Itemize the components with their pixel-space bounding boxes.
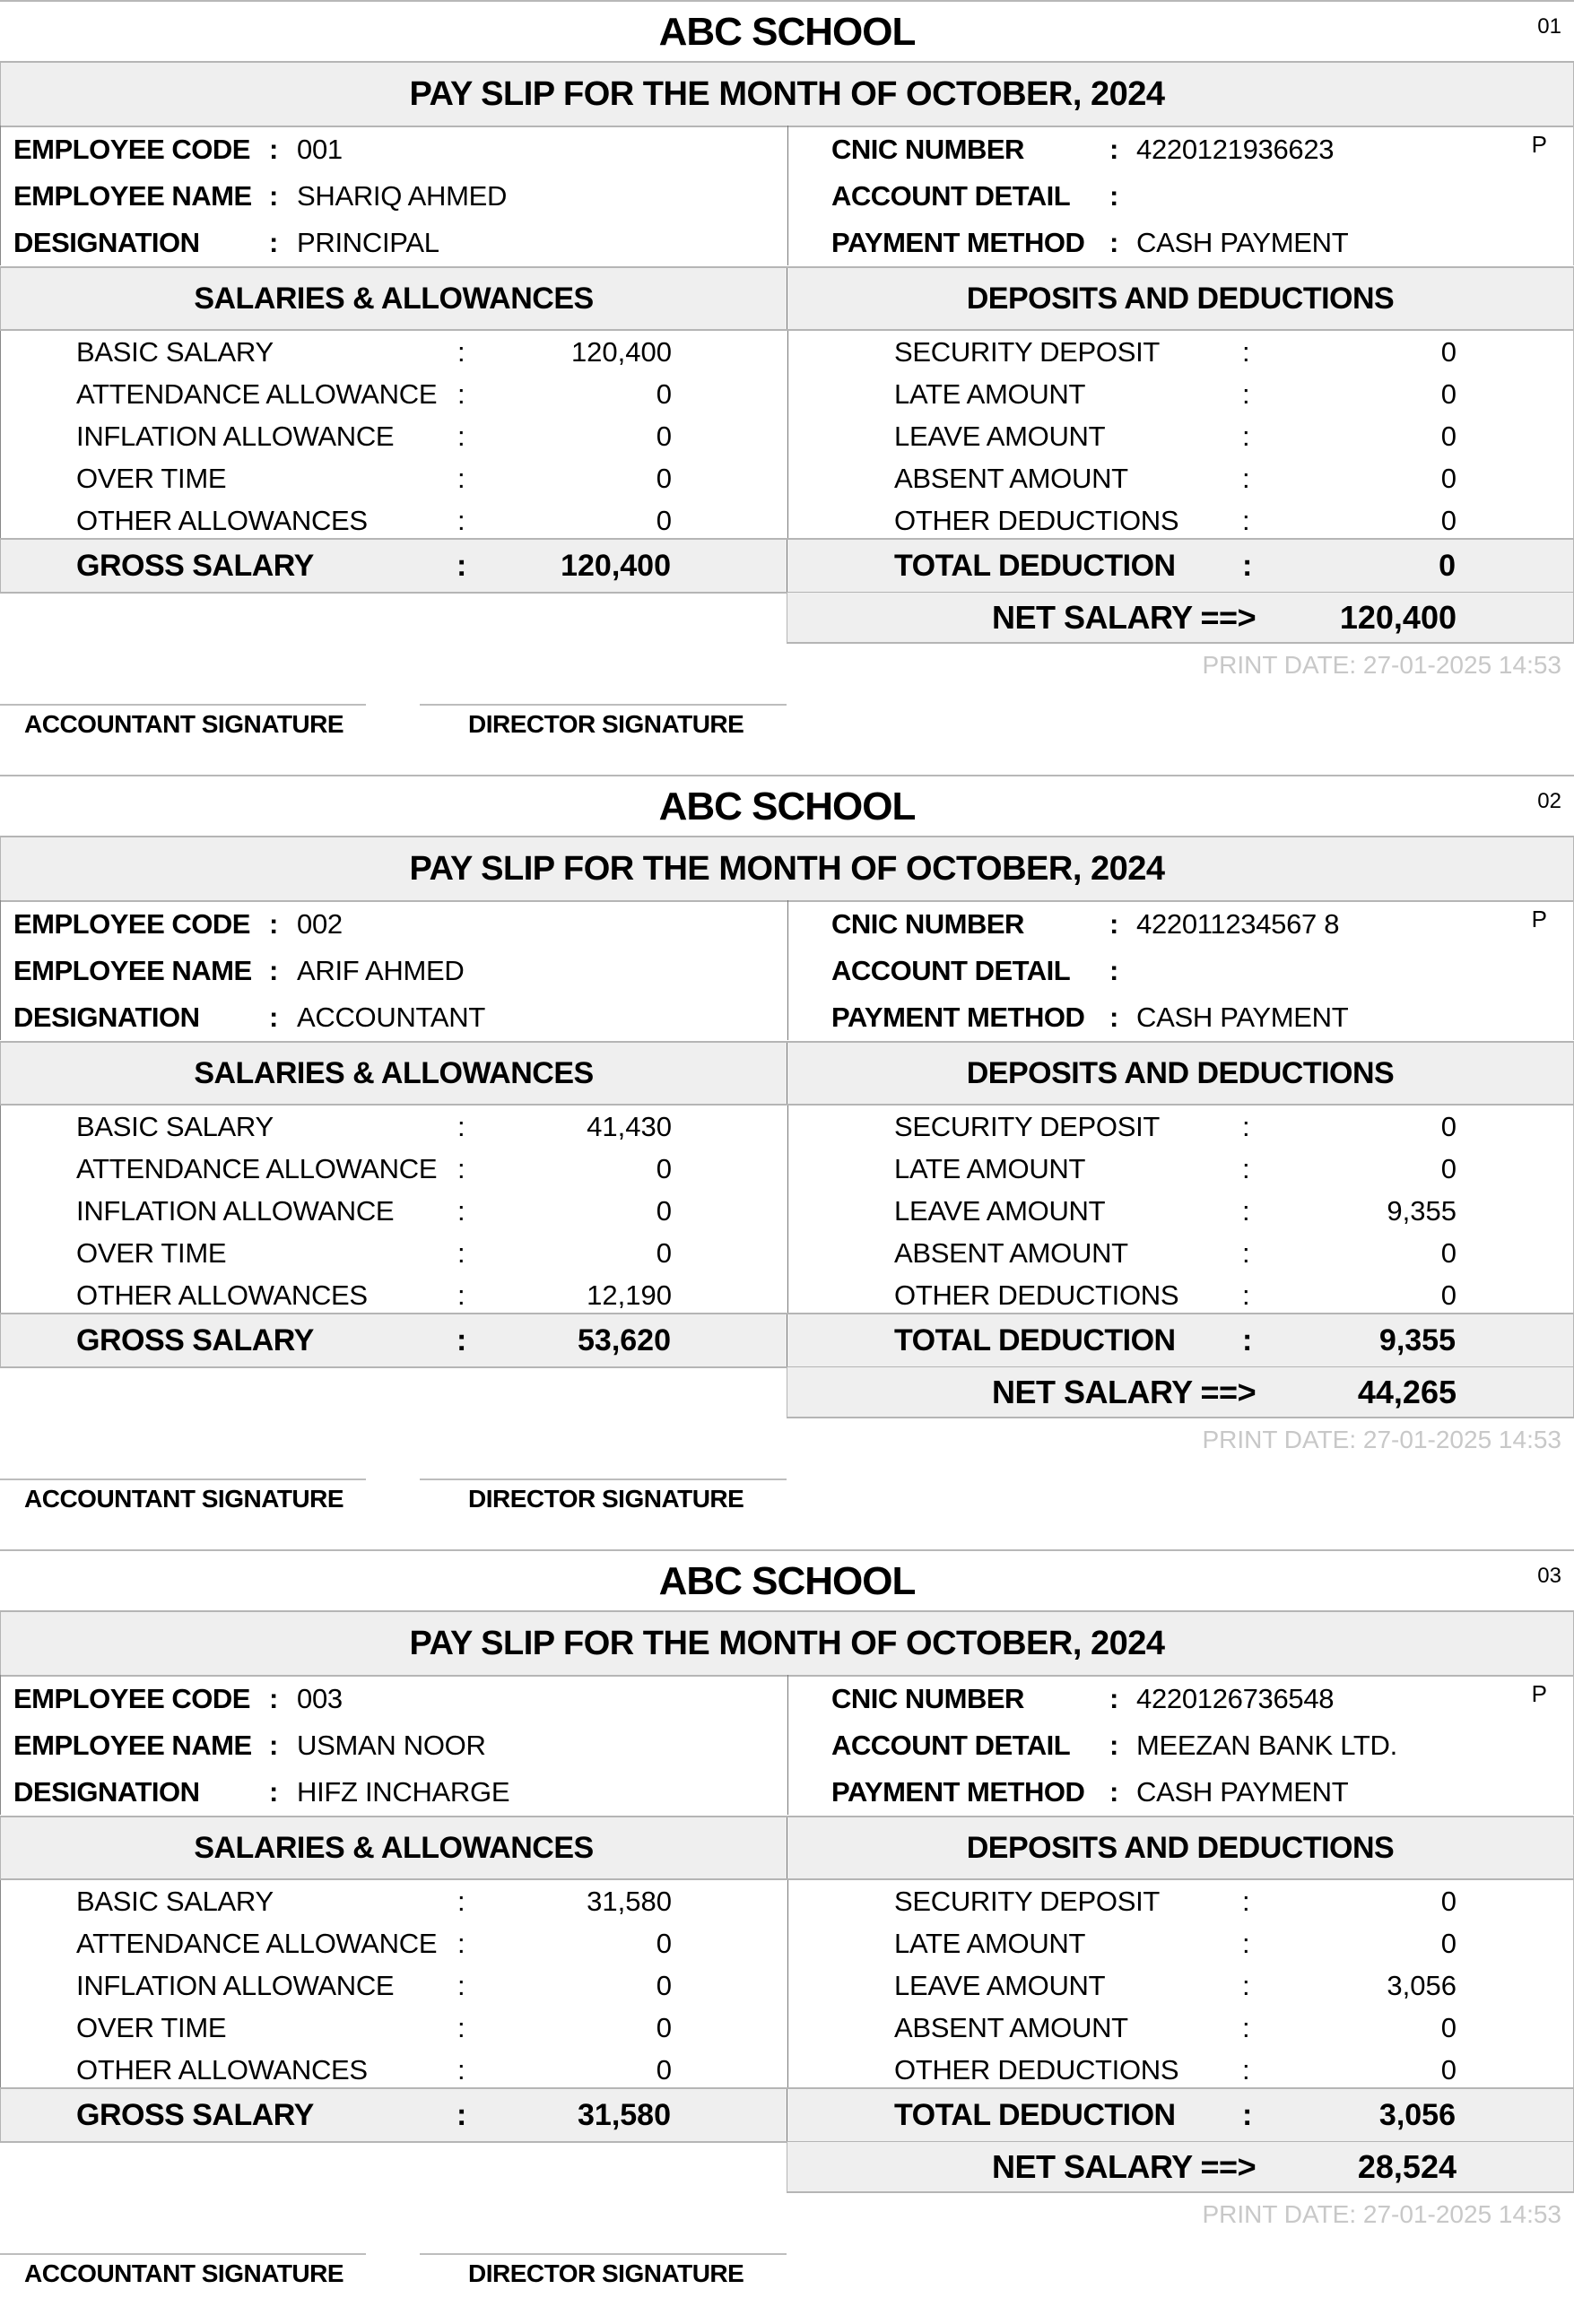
allowance-row-other-allowances bbox=[76, 1278, 686, 1314]
gross-salary-value: 120,400 bbox=[561, 549, 671, 583]
item-value: 0 bbox=[1440, 1111, 1457, 1142]
allowance-row-inflation-allowance bbox=[76, 419, 686, 455]
allowance-row-basic-salary bbox=[76, 1884, 686, 1920]
employee-code-label: EMPLOYEE CODE bbox=[13, 1683, 250, 1714]
allowance-row-over-time bbox=[76, 2010, 686, 2046]
gross-salary-label: GROSS SALARY bbox=[76, 1323, 314, 1357]
payment-method-label: PAYMENT METHOD bbox=[831, 227, 1085, 258]
deduction-row-absent-amount bbox=[894, 1236, 1504, 1271]
item-value: 0 bbox=[1440, 2054, 1457, 2086]
colon: : bbox=[1109, 1776, 1119, 1808]
total-deduction-value: 3,056 bbox=[1378, 2098, 1456, 2132]
designation-label: DESIGNATION bbox=[13, 1002, 200, 1033]
slip-number: 03 bbox=[1537, 1564, 1561, 1588]
cnic-value: 422011234567 8 bbox=[1136, 908, 1340, 940]
item-label: SECURITY DEPOSIT bbox=[894, 1111, 1161, 1142]
net-salary-value: 28,524 bbox=[1357, 2148, 1457, 2185]
accountant-signature-label: ACCOUNTANT SIGNATURE bbox=[24, 2259, 344, 2287]
item-label: OTHER DEDUCTIONS bbox=[894, 505, 1179, 536]
net-salary-label: NET SALARY ==> bbox=[992, 1374, 1257, 1410]
section-header-bar bbox=[0, 1041, 1574, 1106]
employee-name-value: ARIF AHMED bbox=[297, 955, 465, 986]
account-detail-label: ACCOUNT DETAIL bbox=[831, 1730, 1071, 1761]
colon: : bbox=[1109, 955, 1119, 986]
item-value: 0 bbox=[656, 2012, 672, 2043]
colon: : bbox=[457, 2012, 465, 2043]
item-label: LATE AMOUNT bbox=[894, 1928, 1086, 1959]
designation-label: DESIGNATION bbox=[13, 227, 200, 258]
colon: : bbox=[457, 378, 465, 410]
deduction-row-leave-amount bbox=[894, 419, 1504, 455]
total-deduction-value: 9,355 bbox=[1378, 1323, 1456, 1357]
print-date: PRINT DATE: 27-01-2025 14:53 bbox=[1202, 651, 1561, 679]
item-value: 0 bbox=[1440, 463, 1457, 494]
allowance-row-attendance-allowance bbox=[76, 1926, 686, 1962]
deduction-row-late-amount bbox=[894, 1926, 1504, 1962]
slip-separator bbox=[0, 775, 1574, 776]
colon: : bbox=[457, 1111, 465, 1142]
colon: : bbox=[1242, 2054, 1250, 2086]
colon: : bbox=[457, 1279, 465, 1311]
director-signature-label: DIRECTOR SIGNATURE bbox=[468, 710, 744, 738]
column-divider bbox=[787, 1106, 788, 1313]
salaries-header: SALARIES & ALLOWANCES bbox=[194, 282, 594, 316]
salaries-header: SALARIES & ALLOWANCES bbox=[194, 1831, 594, 1865]
column-divider bbox=[787, 331, 788, 538]
allowance-row-over-time bbox=[76, 1236, 686, 1271]
school-name: ABC SCHOOL bbox=[658, 10, 916, 54]
colon: : bbox=[1242, 336, 1250, 368]
accountant-signature-label: ACCOUNTANT SIGNATURE bbox=[24, 1485, 344, 1513]
colon: : bbox=[1242, 1928, 1250, 1959]
employee-name-value: SHARIQ AHMED bbox=[297, 180, 508, 212]
net-salary-bar bbox=[787, 2141, 1574, 2193]
allowance-row-other-allowances bbox=[76, 503, 686, 539]
deduction-row-other-deductions bbox=[894, 503, 1504, 539]
item-label: LEAVE AMOUNT bbox=[894, 1970, 1106, 2001]
deduction-row-security-deposit bbox=[894, 1109, 1504, 1145]
colon: : bbox=[1242, 1195, 1250, 1227]
item-value: 12,190 bbox=[587, 1279, 672, 1311]
colon: : bbox=[1109, 134, 1119, 165]
slip-number: 02 bbox=[1537, 789, 1561, 813]
item-label: OTHER ALLOWANCES bbox=[76, 1279, 368, 1311]
allowance-row-other-allowances bbox=[76, 2052, 686, 2088]
item-value: 0 bbox=[656, 2054, 672, 2086]
payment-method-label: PAYMENT METHOD bbox=[831, 1776, 1085, 1808]
director-signature-label: DIRECTOR SIGNATURE bbox=[468, 2259, 744, 2287]
item-value: 0 bbox=[656, 1153, 672, 1184]
colon: : bbox=[1242, 421, 1250, 452]
total-deduction-value: 0 bbox=[1439, 549, 1456, 583]
cnic-value: 4220126736548 bbox=[1136, 1683, 1335, 1714]
deduction-row-absent-amount bbox=[894, 461, 1504, 497]
gross-salary-label: GROSS SALARY bbox=[76, 2098, 314, 2132]
colon: : bbox=[269, 908, 279, 940]
item-label: ABSENT AMOUNT bbox=[894, 2012, 1128, 2043]
account-detail-label: ACCOUNT DETAIL bbox=[831, 955, 1071, 986]
colon: : bbox=[1242, 1237, 1250, 1269]
status-mark: P bbox=[1531, 1680, 1547, 1707]
employee-code-label: EMPLOYEE CODE bbox=[13, 134, 250, 165]
colon: : bbox=[1242, 1111, 1250, 1142]
item-label: INFLATION ALLOWANCE bbox=[76, 1970, 395, 2001]
salaries-header: SALARIES & ALLOWANCES bbox=[194, 1056, 594, 1090]
colon: : bbox=[1242, 1323, 1253, 1357]
payslip bbox=[0, 1549, 1574, 2324]
employee-name-label: EMPLOYEE NAME bbox=[13, 1730, 252, 1761]
employee-info bbox=[0, 126, 1574, 265]
item-label: OVER TIME bbox=[76, 2012, 227, 2043]
column-divider bbox=[787, 900, 788, 1040]
payslip-title: PAY SLIP FOR THE MONTH OF OCTOBER, 2024 bbox=[0, 1610, 1574, 1677]
director-signature-line bbox=[420, 2253, 787, 2255]
colon: : bbox=[1109, 908, 1119, 940]
line-items bbox=[0, 331, 1574, 538]
item-label: INFLATION ALLOWANCE bbox=[76, 1195, 395, 1227]
deduction-row-absent-amount bbox=[894, 2010, 1504, 2046]
net-salary-value: 44,265 bbox=[1357, 1374, 1457, 1410]
colon: : bbox=[457, 1928, 465, 1959]
colon: : bbox=[269, 180, 279, 212]
item-value: 0 bbox=[1440, 421, 1457, 452]
item-label: BASIC SALARY bbox=[76, 336, 274, 368]
gross-salary-label: GROSS SALARY bbox=[76, 549, 314, 583]
payment-method-value: CASH PAYMENT bbox=[1136, 1776, 1349, 1808]
item-label: LATE AMOUNT bbox=[894, 1153, 1086, 1184]
item-value: 0 bbox=[656, 421, 672, 452]
item-value: 3,056 bbox=[1387, 1970, 1457, 2001]
colon: : bbox=[457, 549, 467, 583]
item-value: 0 bbox=[656, 1195, 672, 1227]
employee-name-label: EMPLOYEE NAME bbox=[13, 180, 252, 212]
gross-salary-value: 53,620 bbox=[578, 1323, 671, 1357]
colon: : bbox=[1242, 1970, 1250, 2001]
employee-name-label: EMPLOYEE NAME bbox=[13, 955, 252, 986]
item-value: 0 bbox=[656, 378, 672, 410]
item-value: 0 bbox=[656, 1237, 672, 1269]
slip-separator bbox=[0, 0, 1574, 2]
allowance-row-over-time bbox=[76, 461, 686, 497]
item-value: 0 bbox=[1440, 1928, 1457, 1959]
accountant-signature-line bbox=[0, 2253, 366, 2255]
colon: : bbox=[457, 1195, 465, 1227]
allowance-row-basic-salary bbox=[76, 1109, 686, 1145]
item-label: OTHER DEDUCTIONS bbox=[894, 1279, 1179, 1311]
colon: : bbox=[1109, 1683, 1119, 1714]
designation-value: PRINCIPAL bbox=[297, 227, 439, 258]
employee-code-value: 001 bbox=[297, 134, 343, 165]
colon: : bbox=[269, 955, 279, 986]
item-label: OTHER ALLOWANCES bbox=[76, 2054, 368, 2086]
deductions-header: DEPOSITS AND DEDUCTIONS bbox=[966, 282, 1395, 316]
colon: : bbox=[269, 1683, 279, 1714]
colon: : bbox=[1109, 1730, 1119, 1761]
item-label: SECURITY DEPOSIT bbox=[894, 1886, 1161, 1917]
cnic-label: CNIC NUMBER bbox=[831, 134, 1024, 165]
colon: : bbox=[1109, 180, 1119, 212]
total-deduction-label: TOTAL DEDUCTION bbox=[894, 1323, 1176, 1357]
cnic-label: CNIC NUMBER bbox=[831, 908, 1024, 940]
total-deduction-label: TOTAL DEDUCTION bbox=[894, 549, 1176, 583]
item-label: OTHER ALLOWANCES bbox=[76, 505, 368, 536]
account-detail-value: MEEZAN BANK LTD. bbox=[1136, 1730, 1397, 1761]
deduction-row-leave-amount bbox=[894, 1193, 1504, 1229]
net-salary-value: 120,400 bbox=[1339, 599, 1457, 636]
slip-separator bbox=[0, 1549, 1574, 1551]
deduction-row-late-amount bbox=[894, 1151, 1504, 1187]
employee-code-label: EMPLOYEE CODE bbox=[13, 908, 250, 940]
school-name: ABC SCHOOL bbox=[658, 785, 916, 828]
net-salary-bar bbox=[787, 592, 1574, 644]
colon: : bbox=[1242, 505, 1250, 536]
designation-value: HIFZ INCHARGE bbox=[297, 1776, 510, 1808]
colon: : bbox=[1242, 378, 1250, 410]
employee-info bbox=[0, 1675, 1574, 1815]
colon: : bbox=[1242, 1279, 1250, 1311]
totals-bar bbox=[0, 1313, 1574, 1368]
account-detail-label: ACCOUNT DETAIL bbox=[831, 180, 1071, 212]
item-value: 0 bbox=[1440, 505, 1457, 536]
colon: : bbox=[457, 2098, 467, 2132]
payslip bbox=[0, 0, 1574, 775]
item-label: INFLATION ALLOWANCE bbox=[76, 421, 395, 452]
colon: : bbox=[1242, 463, 1250, 494]
item-label: SECURITY DEPOSIT bbox=[894, 336, 1161, 368]
item-value: 0 bbox=[1440, 1279, 1457, 1311]
net-salary-label: NET SALARY ==> bbox=[992, 2148, 1257, 2185]
colon: : bbox=[457, 2054, 465, 2086]
item-label: OTHER DEDUCTIONS bbox=[894, 2054, 1179, 2086]
colon: : bbox=[1109, 1002, 1119, 1033]
item-label: ATTENDANCE ALLOWANCE bbox=[76, 378, 438, 410]
item-value: 41,430 bbox=[587, 1111, 672, 1142]
allowance-row-inflation-allowance bbox=[76, 1193, 686, 1229]
item-label: ATTENDANCE ALLOWANCE bbox=[76, 1153, 438, 1184]
director-signature-line bbox=[420, 704, 787, 706]
item-value: 0 bbox=[1440, 1153, 1457, 1184]
deductions-header: DEPOSITS AND DEDUCTIONS bbox=[966, 1056, 1395, 1090]
payslip-title: PAY SLIP FOR THE MONTH OF OCTOBER, 2024 bbox=[0, 836, 1574, 902]
colon: : bbox=[269, 1730, 279, 1761]
item-value: 0 bbox=[656, 1970, 672, 2001]
allowance-row-attendance-allowance bbox=[76, 1151, 686, 1187]
net-salary-label: NET SALARY ==> bbox=[992, 599, 1257, 636]
totals-bar bbox=[0, 538, 1574, 594]
colon: : bbox=[457, 1886, 465, 1917]
item-label: ABSENT AMOUNT bbox=[894, 1237, 1128, 1269]
item-label: OVER TIME bbox=[76, 1237, 227, 1269]
accountant-signature-line bbox=[0, 704, 366, 706]
employee-name-value: USMAN NOOR bbox=[297, 1730, 486, 1761]
line-items bbox=[0, 1880, 1574, 2087]
designation-label: DESIGNATION bbox=[13, 1776, 200, 1808]
colon: : bbox=[457, 1323, 467, 1357]
employee-code-value: 002 bbox=[297, 908, 343, 940]
school-name: ABC SCHOOL bbox=[658, 1559, 916, 1603]
colon: : bbox=[457, 1970, 465, 2001]
item-label: LEAVE AMOUNT bbox=[894, 421, 1106, 452]
item-label: LEAVE AMOUNT bbox=[894, 1195, 1106, 1227]
item-label: LATE AMOUNT bbox=[894, 378, 1086, 410]
item-value: 0 bbox=[1440, 378, 1457, 410]
allowance-row-basic-salary bbox=[76, 334, 686, 370]
payslip-title: PAY SLIP FOR THE MONTH OF OCTOBER, 2024 bbox=[0, 61, 1574, 127]
line-items bbox=[0, 1106, 1574, 1313]
colon: : bbox=[269, 1002, 279, 1033]
director-signature-label: DIRECTOR SIGNATURE bbox=[468, 1485, 744, 1513]
colon: : bbox=[457, 1237, 465, 1269]
item-value: 0 bbox=[1440, 1237, 1457, 1269]
status-mark: P bbox=[1531, 906, 1547, 932]
item-value: 31,580 bbox=[587, 1886, 672, 1917]
colon: : bbox=[457, 421, 465, 452]
colon: : bbox=[1242, 1153, 1250, 1184]
colon: : bbox=[1242, 2098, 1253, 2132]
cnic-label: CNIC NUMBER bbox=[831, 1683, 1024, 1714]
print-date: PRINT DATE: 27-01-2025 14:53 bbox=[1202, 1426, 1561, 1453]
column-divider bbox=[787, 1675, 788, 1815]
colon: : bbox=[269, 227, 279, 258]
print-date: PRINT DATE: 27-01-2025 14:53 bbox=[1202, 2200, 1561, 2228]
cnic-value: 4220121936623 bbox=[1136, 134, 1335, 165]
item-value: 0 bbox=[1440, 2012, 1457, 2043]
item-label: OVER TIME bbox=[76, 463, 227, 494]
colon: : bbox=[457, 505, 465, 536]
colon: : bbox=[457, 336, 465, 368]
column-divider bbox=[787, 1880, 788, 2087]
colon: : bbox=[457, 463, 465, 494]
deduction-row-security-deposit bbox=[894, 334, 1504, 370]
deduction-row-late-amount bbox=[894, 377, 1504, 412]
employee-code-value: 003 bbox=[297, 1683, 343, 1714]
column-divider bbox=[787, 126, 788, 265]
deductions-header: DEPOSITS AND DEDUCTIONS bbox=[966, 1831, 1395, 1865]
payment-method-value: CASH PAYMENT bbox=[1136, 1002, 1349, 1033]
item-value: 120,400 bbox=[570, 336, 672, 368]
deduction-row-other-deductions bbox=[894, 1278, 1504, 1314]
item-label: BASIC SALARY bbox=[76, 1111, 274, 1142]
item-value: 9,355 bbox=[1387, 1195, 1457, 1227]
deduction-row-leave-amount bbox=[894, 1968, 1504, 2004]
accountant-signature-line bbox=[0, 1479, 366, 1480]
allowance-row-attendance-allowance bbox=[76, 377, 686, 412]
payslip bbox=[0, 775, 1574, 1549]
deduction-row-other-deductions bbox=[894, 2052, 1504, 2088]
slip-number: 01 bbox=[1537, 14, 1561, 39]
deduction-row-security-deposit bbox=[894, 1884, 1504, 1920]
colon: : bbox=[1242, 1886, 1250, 1917]
item-value: 0 bbox=[656, 463, 672, 494]
item-label: BASIC SALARY bbox=[76, 1886, 274, 1917]
colon: : bbox=[457, 1153, 465, 1184]
status-mark: P bbox=[1531, 131, 1547, 158]
item-value: 0 bbox=[1440, 1886, 1457, 1917]
section-header-bar bbox=[0, 266, 1574, 331]
employee-info bbox=[0, 900, 1574, 1040]
total-deduction-label: TOTAL DEDUCTION bbox=[894, 2098, 1176, 2132]
allowance-row-inflation-allowance bbox=[76, 1968, 686, 2004]
colon: : bbox=[1242, 549, 1253, 583]
net-salary-bar bbox=[787, 1366, 1574, 1418]
designation-value: ACCOUNTANT bbox=[297, 1002, 485, 1033]
payment-method-label: PAYMENT METHOD bbox=[831, 1002, 1085, 1033]
item-label: ATTENDANCE ALLOWANCE bbox=[76, 1928, 438, 1959]
colon: : bbox=[1242, 2012, 1250, 2043]
item-value: 0 bbox=[656, 505, 672, 536]
gross-salary-value: 31,580 bbox=[578, 2098, 671, 2132]
totals-bar bbox=[0, 2087, 1574, 2143]
accountant-signature-label: ACCOUNTANT SIGNATURE bbox=[24, 710, 344, 738]
colon: : bbox=[1109, 227, 1119, 258]
item-value: 0 bbox=[1440, 336, 1457, 368]
colon: : bbox=[269, 134, 279, 165]
director-signature-line bbox=[420, 1479, 787, 1480]
colon: : bbox=[269, 1776, 279, 1808]
item-label: ABSENT AMOUNT bbox=[894, 463, 1128, 494]
item-value: 0 bbox=[656, 1928, 672, 1959]
payment-method-value: CASH PAYMENT bbox=[1136, 227, 1349, 258]
section-header-bar bbox=[0, 1816, 1574, 1880]
